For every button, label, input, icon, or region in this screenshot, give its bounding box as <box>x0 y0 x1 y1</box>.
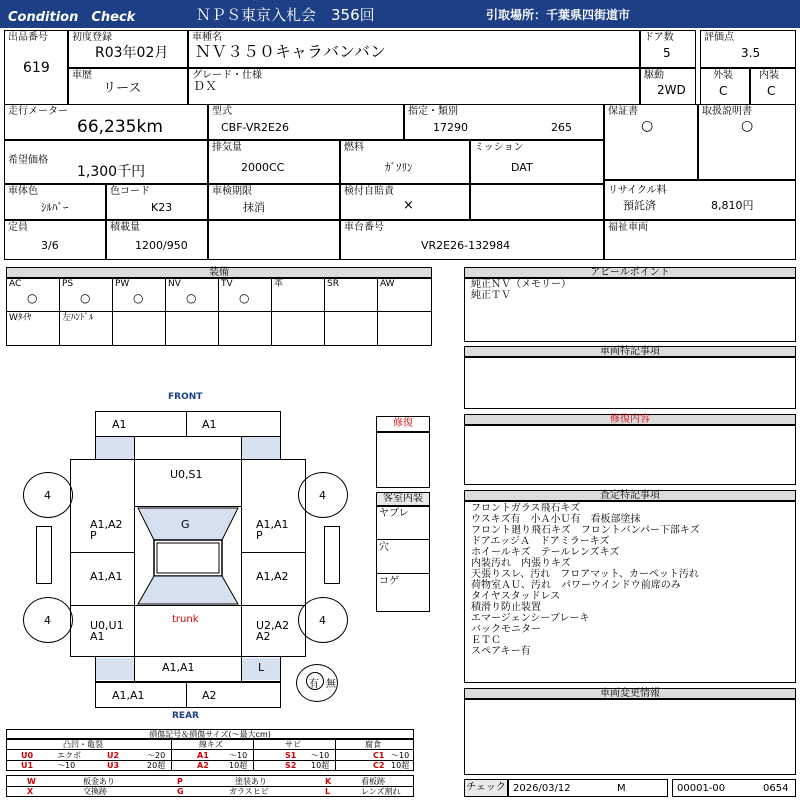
inspection-line: フロントガラス飛石キズ <box>471 503 581 514</box>
class-number: 265 <box>551 121 572 134</box>
fuel-box: 燃料 ｶﾞｿﾘﾝ <box>340 140 470 184</box>
inspection-notes-title: 査定特記事項 <box>464 490 796 501</box>
doors-box: ドア数 5 <box>640 30 696 68</box>
spare-yes: 有 <box>309 679 319 690</box>
doors: 5 <box>663 46 671 60</box>
equip-mark-pw: ○ <box>133 291 144 305</box>
right-mirror <box>324 526 340 584</box>
grade: ＤＸ <box>193 79 218 93</box>
mileage-box: 走行メーター 66,235km <box>4 104 208 140</box>
equip-col-sr: SR <box>327 279 339 289</box>
color-code-box: 色コード K23 <box>106 184 208 220</box>
spare-no: 無 <box>326 679 336 690</box>
inspection-line: ドアエッジＡ ドアミラーキズ <box>471 536 610 547</box>
inspection-line: ウスキズ有 小Ａ小Ｕ有 看板部塗抹 <box>471 514 641 525</box>
inspection-line: エマージェンシーブレーキ <box>471 613 590 624</box>
equip-col-ac: AC <box>9 279 22 289</box>
legend-group-dent: 凸凹・亀裂 <box>63 740 103 749</box>
drive: 2WD <box>657 83 686 97</box>
lot-number-box: 出品番号 619 <box>4 30 68 106</box>
check-box <box>508 779 668 797</box>
equip-mark-nv: ○ <box>186 291 197 305</box>
equip-col-aw: AW <box>380 279 395 289</box>
inspection-notes-box <box>464 501 796 683</box>
model-box: 型式 CBF-VR2E26 <box>208 104 404 140</box>
recycle-box: リサイクル料 預託済 8,810円 <box>604 180 796 220</box>
liability-insurance: × <box>403 198 414 213</box>
welfare-box: 福祉車両 <box>604 220 796 260</box>
lot-number: 619 <box>23 60 50 76</box>
color-code: K23 <box>151 201 173 214</box>
manual: ○ <box>741 118 754 134</box>
roof-damage: U0,S1 <box>170 468 203 481</box>
left-mirror <box>36 526 52 584</box>
interior-box: 内装 C <box>750 68 796 106</box>
repair-content-title: 修復内容 <box>464 414 796 425</box>
cert-box: 指定・類別 17290 265 <box>404 104 604 140</box>
inspection-expiry: 抹消 <box>243 201 265 214</box>
legend-group-scratch: 線キズ <box>199 740 223 749</box>
repair-box <box>376 432 430 488</box>
equip-col-pw: PW <box>115 279 130 289</box>
car-name-box: 車種名 ＮＶ３５０キャラバンバン <box>188 30 640 68</box>
code-box <box>672 779 796 797</box>
score: 3.5 <box>741 46 761 60</box>
equip-col-leather: 革 <box>274 279 284 289</box>
rear-bumper-right: A2 <box>202 689 217 702</box>
capacity: 3/6 <box>41 239 59 252</box>
inspection-line: スペアキー有 <box>471 646 531 657</box>
warranty: ○ <box>641 118 654 134</box>
front-bumper-right: A1 <box>202 418 217 431</box>
equipment-title: 装備 <box>6 267 432 278</box>
score-box: 評価点 3.5 <box>700 30 796 68</box>
legend-grid: 凸凹・亀裂 線キズ サビ 腐食 U0 エクボ U2 ～20 A1 ～10 S1 ～10 C1 ～10 U1 ～10 U3 20超 A2 10超 S2 10超 C2 10超 <box>6 739 414 771</box>
repair-title: 修復 <box>376 416 430 432</box>
inspection-line: バックモニター <box>471 624 541 635</box>
windshield-damage: G <box>181 518 190 531</box>
inspection-line: 積滑り防止装置 <box>471 602 541 613</box>
rear-bumper-left: A1,A1 <box>112 689 145 702</box>
inspection-line: タイヤスタッドレス <box>471 591 561 602</box>
equip-col-tv: TV <box>221 279 233 289</box>
inspection-line: 内装汚れ 内張りキズ <box>471 558 571 569</box>
chassis-box: 車台番号 VR2E26-132984 <box>340 220 604 260</box>
equip-left-handle: 左ﾊﾝﾄﾞﾙ <box>62 313 94 323</box>
change-info-box <box>464 699 796 775</box>
load-box: 積載量 1200/950 <box>106 220 208 260</box>
equipment-grid <box>6 278 432 346</box>
inspection-line: ホイールキズ テールレンズキズ <box>471 547 620 558</box>
rear-label: REAR <box>172 711 199 721</box>
legend-group-corrosion: 腐食 <box>365 740 381 749</box>
price: 1,300千円 <box>77 164 146 180</box>
price-box: 希望価格 1,300千円 <box>4 140 208 184</box>
drive-box: 駆動 2WD <box>640 68 696 106</box>
right-rear-panel: U2,A2 A2 <box>256 619 290 643</box>
body-color: ｼﾙﾊﾞｰ <box>41 201 69 214</box>
left-front-door: A1,A2 P <box>90 518 123 542</box>
interior-tear: ヤブレ <box>379 508 409 519</box>
first-reg: R03年02月 <box>95 45 169 61</box>
exterior-box: 外装 C <box>700 68 750 106</box>
inspection-line: 天張りスレ、汚れ フロアマット、カーペット汚れ <box>471 569 699 580</box>
repair-content-box <box>464 425 796 485</box>
check-label: チェック <box>464 779 508 797</box>
check-mark: M <box>617 783 626 794</box>
interior-title: 客室内装 <box>376 492 430 506</box>
change-info-title: 車両変更情報 <box>464 688 796 699</box>
appeal-box <box>464 278 796 342</box>
rear-lens-damage: L <box>258 661 265 674</box>
interior-burn: コゲ <box>379 576 399 587</box>
exterior-grade: C <box>719 84 728 98</box>
front-bumper-left: A1 <box>112 418 127 431</box>
appeal-title: アピールポイント <box>464 267 796 278</box>
history-box: 車歴 リース <box>68 68 188 106</box>
body-color-box: 車体色 ｼﾙﾊﾞｰ <box>4 184 106 220</box>
header-left: Condition Check <box>8 10 136 25</box>
warranty-box: 保証書 ○ <box>604 104 698 180</box>
right-mid-panel: A1,A2 <box>256 570 289 583</box>
capacity-box: 定員 3/6 <box>4 220 106 260</box>
interior-hole: 穴 <box>379 542 389 553</box>
header-title: ＮＰＳ東京入札会 356回 <box>196 6 375 24</box>
equip-double-tire: Wﾀｲﾔ <box>9 313 32 323</box>
inspection-line: 荷物室ＡＵ、汚れ パワーウインドウ前席のみ <box>471 580 681 591</box>
model-code: CBF-VR2E26 <box>221 121 289 134</box>
load-capacity: 1200/950 <box>135 239 188 252</box>
displacement: 2000CC <box>241 161 285 174</box>
pickup-location: 引取場所：千葉県四街道市 <box>486 8 631 22</box>
grade-box: グレード・仕様 ＤＸ <box>188 68 640 106</box>
inspection-expiry-box: 車検期限 抹消 <box>208 184 340 220</box>
cert-number: 17290 <box>433 121 468 134</box>
displacement-box: 排気量 2000CC <box>208 140 340 184</box>
recycle-fee: 8,810円 <box>711 199 754 212</box>
footer-number: 0654 <box>763 783 789 794</box>
inspection-line: ＥＴＣ <box>471 635 501 646</box>
equip-mark-ps: ○ <box>80 291 91 305</box>
equip-mark-tv: ○ <box>239 291 250 305</box>
equip-mark-ac: ○ <box>27 291 38 305</box>
recycle-status: 預託済 <box>623 199 656 212</box>
left-mid-panel: A1,A1 <box>90 570 123 583</box>
left-rear-panel: U0,U1 A1 <box>90 619 124 643</box>
interior-box <box>376 506 430 612</box>
interior-grade: C <box>767 84 776 98</box>
first-reg-box: 初度登録 R03年02月 <box>68 30 188 68</box>
blank-box-2 <box>208 220 340 260</box>
special-notes-box <box>464 357 796 409</box>
appeal-line-2: 純正ＴＶ <box>471 290 511 301</box>
car-name: ＮＶ３５０キャラバンバン <box>195 42 386 61</box>
liability-box: 検付自賠責 × <box>340 184 470 220</box>
history: リース <box>103 81 142 96</box>
chassis-number: VR2E26-132984 <box>421 239 511 252</box>
mileage: 66,235km <box>77 117 163 137</box>
mission-box: ミッション DAT <box>470 140 604 184</box>
mission: DAT <box>511 161 533 174</box>
appeal-line-1: 純正ＮＶ（メモリー） <box>471 279 571 290</box>
right-front-door: A1,A1 P <box>256 518 289 542</box>
manual-box: 取扱説明書 ○ <box>698 104 796 180</box>
check-date: 2026/03/12 <box>513 783 571 794</box>
special-notes-title: 車両特記事項 <box>464 346 796 357</box>
rear-gate-damage: A1,A1 <box>162 661 195 674</box>
header-bar <box>0 0 800 28</box>
trunk-label: trunk <box>172 614 199 625</box>
equip-col-ps: PS <box>62 279 74 289</box>
legend-title: 損傷記号＆損傷サイズ(～最大cm) <box>6 729 414 739</box>
fuel: ｶﾞｿﾘﾝ <box>385 161 413 174</box>
legend-grid-2: W 板金あり P 塗装あり K 看板跡 X 交換跡 G ガラスヒビ L レンズ割れ <box>6 775 414 797</box>
hood-row <box>95 436 281 460</box>
blank-box <box>470 184 604 220</box>
footer-code: 00001-00 <box>677 783 726 794</box>
front-label: FRONT <box>168 392 203 402</box>
equip-col-nv: NV <box>168 279 181 289</box>
inspection-line: フロント廻り飛石キズ フロントバンパー下部キズ <box>471 525 700 536</box>
legend-group-rust: サビ <box>285 740 301 749</box>
